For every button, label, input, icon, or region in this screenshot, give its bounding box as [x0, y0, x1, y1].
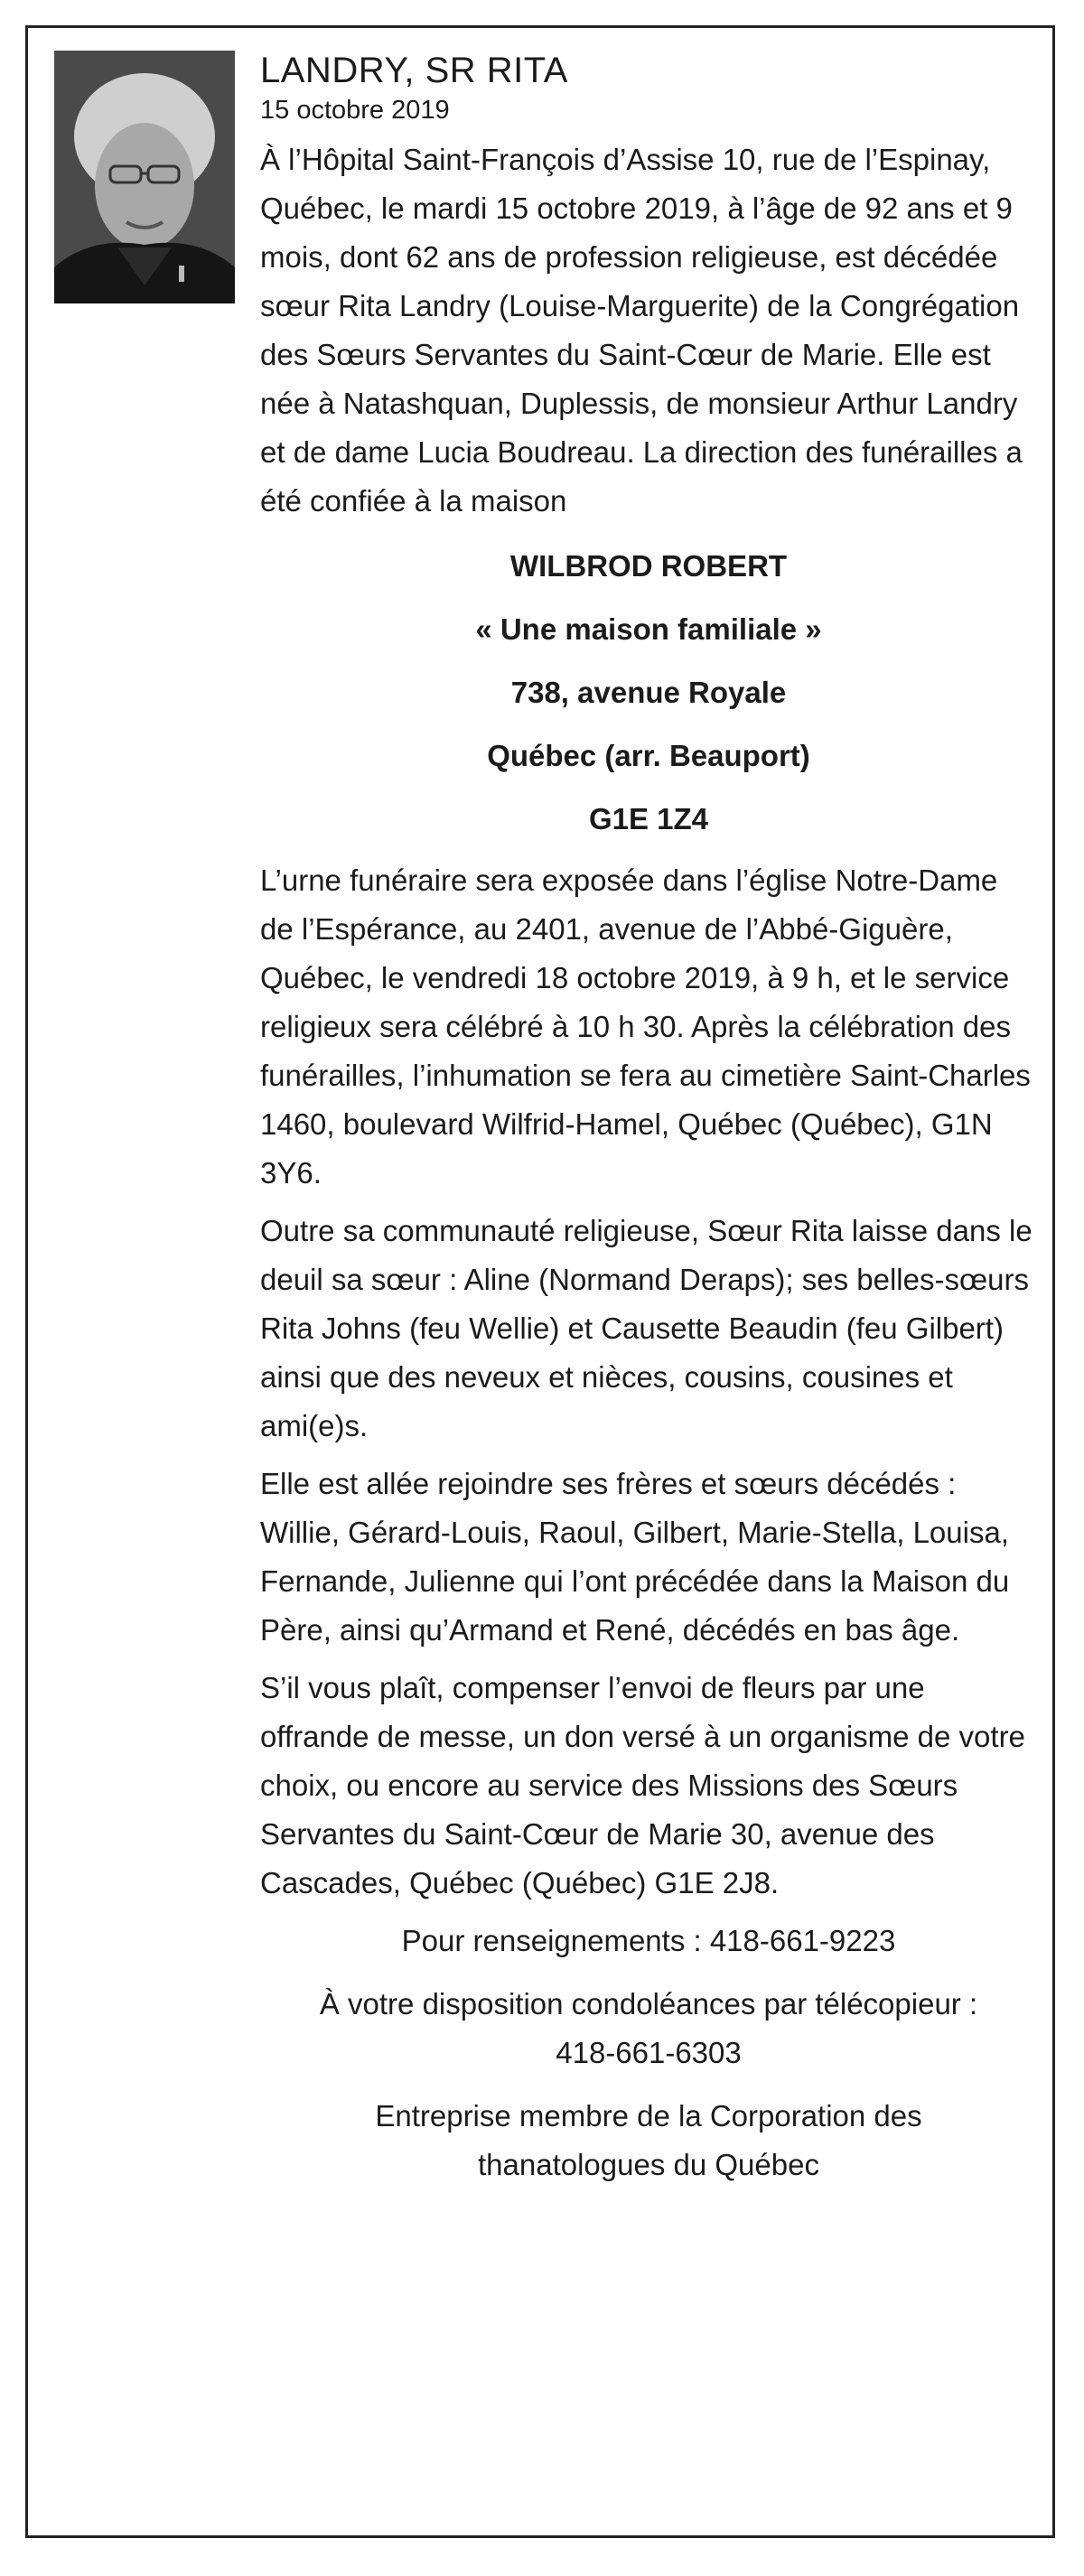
- portrait-photo-icon: [54, 51, 235, 303]
- funeral-home-street: 738, avenue Royale: [510, 676, 787, 709]
- obituary-content: [260, 49, 1037, 2204]
- portrait-photo: [54, 51, 235, 303]
- deceased-name: LANDRY, SR RITA: [260, 51, 568, 90]
- info-line: Pour renseignements : 418-661-9223: [401, 1924, 896, 1957]
- service-paragraph: L’urne funéraire sera exposée dans l’église Notre-Dame de l’Espérance, au 2401, avenue de l’Abbé-Giguère, Québec, le vendredi 18 octobre 2019, à 9 h, et le service religieux sera célébré à 10 h 30. Après la célébration des funérailles, l’inhumation se fera au cimetière Saint-Charles 1460, boulevard Wilfrid-Hamel, Québec (Québec), G1N 3Y6.: [260, 863, 1031, 1190]
- fax-line-2: 418-661-6303: [556, 2036, 742, 2069]
- member-line-1: Entreprise membre de la Corporation des: [375, 2099, 922, 2133]
- funeral-home-slogan: « Une maison familiale »: [475, 612, 822, 646]
- member-line-2: thanatologues du Québec: [478, 2148, 819, 2181]
- fax-block: [260, 1980, 1037, 2077]
- obituary-date: 15 octobre 2019: [260, 96, 450, 125]
- survivors-paragraph: Outre sa communauté religieuse, Sœur Rita laisse dans le deuil sa sœur : Aline (Normand Deraps); ses belles-sœurs Rita Johns (feu Wellie) et Causette Beaudin (feu Gilbert) ainsi que des neveux et nièces, cousins, cousines et ami(e)s.: [260, 1214, 1033, 1442]
- member-block: [260, 2092, 1037, 2189]
- funeral-home-block: [260, 535, 1037, 851]
- donations-paragraph: S’il vous plaît, compenser l’envoi de fleurs par une offrande de messe, un don versé à un organisme de votre choix, ou encore au service des Missions des Sœurs Servantes du Saint-Cœur de Marie 30, avenue des Cascades, Québec (Québec) G1E 2J8.: [260, 1671, 1025, 1899]
- funeral-home-city: Québec (arr. Beauport): [487, 739, 810, 772]
- funeral-home-postal: G1E 1Z4: [588, 802, 709, 835]
- predeceased-paragraph: Elle est allée rejoindre ses frères et sœurs décédés : Willie, Gérard-Louis, Raoul, Gilbert, Marie-Stella, Louisa, Fernande, Julienne qui l’ont précédée dans la Maison du Père, ainsi qu’Armand et René, décédés en bas âge.: [260, 1467, 1010, 1647]
- funeral-home-name: WILBROD ROBERT: [509, 549, 788, 583]
- fax-line-1: À votre disposition condoléances par télécopieur :: [319, 1987, 978, 2021]
- intro-paragraph: À l’Hôpital Saint-François d’Assise 10, rue de l’Espinay, Québec, le mardi 15 octobre 2019, à l’âge de 92 ans et 9 mois, dont 62 ans de profession religieuse, est décédée sœur Rita Landry (Louise-Marguerite) de la Congrégation des Sœurs Servantes du Saint-Cœur de Marie. Elle est née à Natashquan, Duplessis, de monsieur Arthur Landry et de dame Lucia Boudreau. La direction des funérailles a été confiée à la maison: [260, 143, 1023, 518]
